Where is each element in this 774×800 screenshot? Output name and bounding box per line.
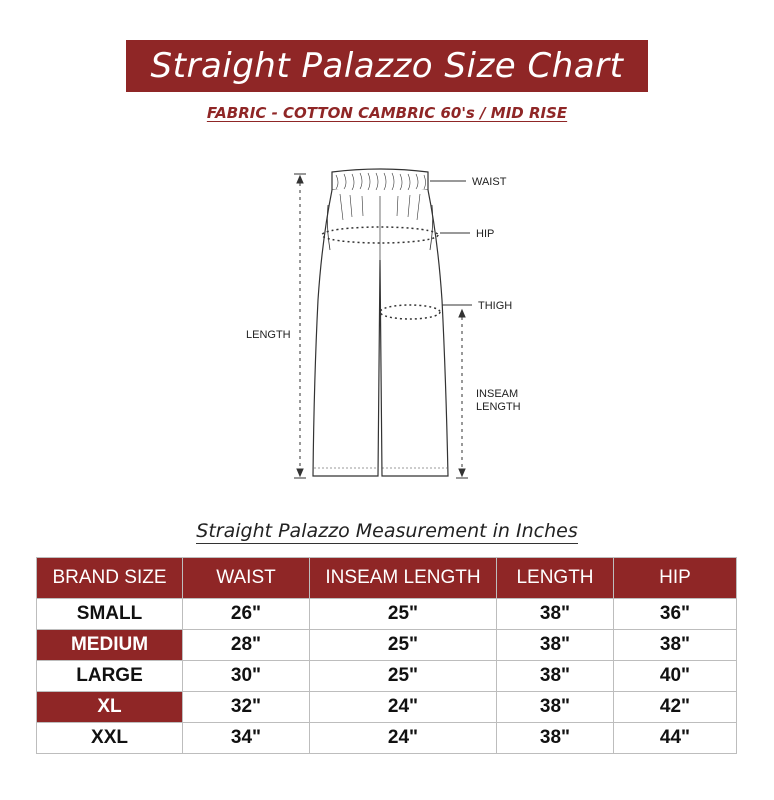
table-cell: 30"	[183, 661, 310, 692]
table-cell: 32"	[183, 692, 310, 723]
table-cell: 25"	[310, 630, 497, 661]
waist-label: WAIST	[472, 176, 507, 188]
column-header: HIP	[614, 558, 737, 599]
column-header: BRAND SIZE	[37, 558, 183, 599]
table-cell: 38"	[497, 723, 614, 754]
size-table	[36, 557, 737, 754]
table-cell: 25"	[310, 599, 497, 630]
fabric-subtitle: FABRIC - COTTON CAMBRIC 60's / MID RISE	[206, 104, 568, 122]
table-cell: 28"	[183, 630, 310, 661]
table-cell: 38"	[497, 661, 614, 692]
table-cell: 24"	[310, 723, 497, 754]
table-row	[37, 599, 737, 630]
inseam-dimension	[456, 310, 468, 478]
table-cell: 38"	[497, 599, 614, 630]
table-row	[37, 661, 737, 692]
table-row	[37, 630, 737, 661]
palazzo-illustration	[313, 169, 448, 476]
table-cell: 25"	[310, 661, 497, 692]
table-cell: 36"	[614, 599, 737, 630]
table-cell: 24"	[310, 692, 497, 723]
table-header-row	[37, 558, 737, 599]
size-cell: XL	[37, 692, 183, 723]
table-cell: 26"	[183, 599, 310, 630]
size-cell: MEDIUM	[37, 630, 183, 661]
column-header: WAIST	[183, 558, 310, 599]
column-header: INSEAM LENGTH	[310, 558, 497, 599]
column-header: LENGTH	[497, 558, 614, 599]
table-cell: 34"	[183, 723, 310, 754]
inseam-label-line1: INSEAM	[476, 388, 519, 400]
thigh-label: THIGH	[478, 300, 513, 312]
table-caption: Straight Palazzo Measurement in Inches	[196, 520, 578, 542]
table-row	[37, 692, 737, 723]
page-title: Straight Palazzo Size Chart	[126, 40, 648, 92]
table-cell: 38"	[497, 692, 614, 723]
table-row	[37, 723, 737, 754]
table-cell: 42"	[614, 692, 737, 723]
hip-label: HIP	[476, 228, 495, 240]
size-cell: LARGE	[37, 661, 183, 692]
length-label: LENGTH	[246, 329, 291, 341]
size-cell: SMALL	[37, 599, 183, 630]
inseam-label-line2: LENGTH	[476, 401, 521, 413]
table-cell: 38"	[614, 630, 737, 661]
size-cell: XXL	[37, 723, 183, 754]
table-cell: 38"	[497, 630, 614, 661]
table-cell: 40"	[614, 661, 737, 692]
length-dimension	[294, 174, 306, 478]
table-cell: 44"	[614, 723, 737, 754]
